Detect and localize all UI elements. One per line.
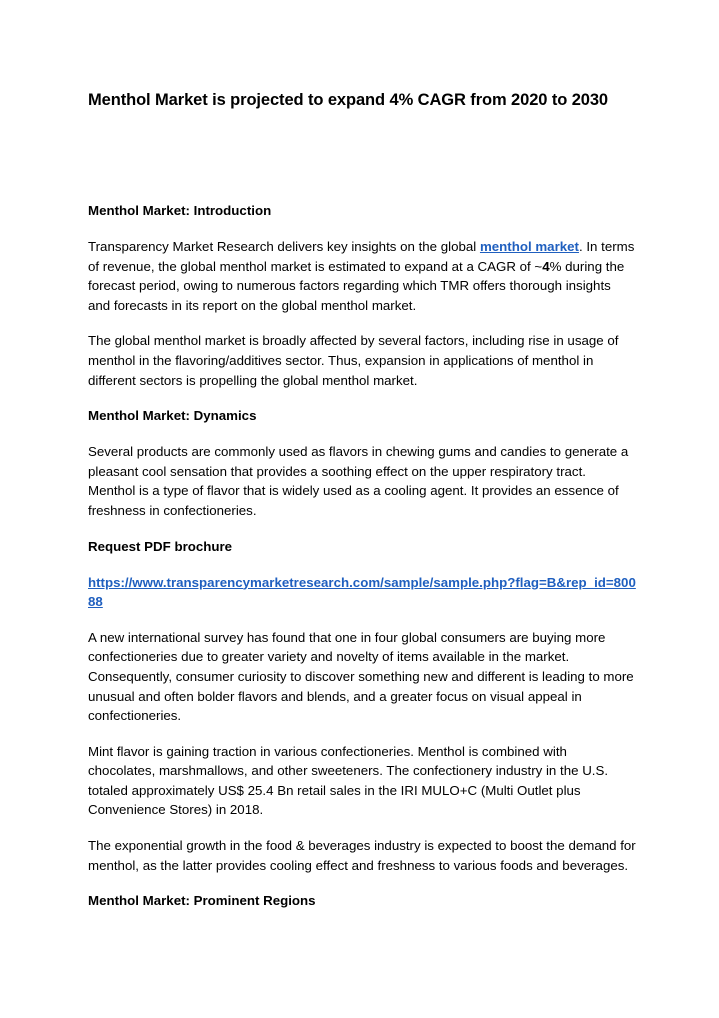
intro-paragraph-2: The global menthol market is broadly affected by several factors, including rise in usage of menthol in the flavoring/additives sector. Thus, expansion in applications of menthol in different sectors is propelling the global menthol market.	[88, 333, 619, 388]
intro-p1-post: % during the forecast period, owing to numerous factors regarding which TMR offers thorough insights and forecasts in its report on the global menthol market.	[88, 258, 625, 313]
intro-paragraph-1	[88, 237, 636, 315]
brochure-heading: Request PDF brochure	[88, 538, 233, 554]
dynamics-heading: Menthol Market: Dynamics	[88, 408, 257, 424]
intro-p1-pre: Transparency Market Research delivers key insights on the global	[88, 239, 480, 254]
intro-heading: Menthol Market: Introduction	[88, 203, 272, 218]
document-body	[88, 86, 636, 911]
survey-paragraph: A new international survey has found that one in four global consumers are buying more confectioneries due to greater variety and novelty of items available in the market. Consequently, consumer curiosity to discover something new and different is leading to more unusual and often bolder flavors and blends, and a greater focus on visual appeal in confectioneries.	[88, 629, 634, 724]
dynamics-paragraph: Several products are commonly used as flavors in chewing gums and candies to generate a pleasant cool sensation that provides a soothing effect on the upper respiratory tract. Menthol is a type of flavor that is widely used as a cooling agent. It provides an essence of freshness in confectioneries.	[88, 444, 629, 518]
brochure-link[interactable]: https://www.transparencymarketresearch.com/sample/sample.php?flag=B&rep_id=80088	[88, 574, 636, 610]
regions-heading: Menthol Market: Prominent Regions	[88, 893, 316, 909]
growth-paragraph: The exponential growth in the food & beverages industry is expected to boost the demand for menthol, as the latter provides cooling effect and freshness to various foods and beverages.	[88, 838, 636, 873]
mint-paragraph: Mint flavor is gaining traction in various confectioneries. Menthol is combined with chocolates, marshmallows, and other sweeteners. The confectionery industry in the U.S. totaled approximately US$ 25.4 Bn retail sales in the IRI MULO+C (Multi Outlet plus Convenience Stores) in 2018.	[88, 743, 609, 818]
menthol-market-link[interactable]: menthol market	[479, 239, 579, 254]
intro-p1-mid: . In terms of revenue, the global menthol market is estimated to expand at a CAGR of ~	[88, 239, 635, 274]
page-title: Menthol Market is projected to expand 4% CAGR from 2020 to 2030	[88, 91, 609, 109]
intro-p1-bold: 4	[542, 258, 550, 274]
